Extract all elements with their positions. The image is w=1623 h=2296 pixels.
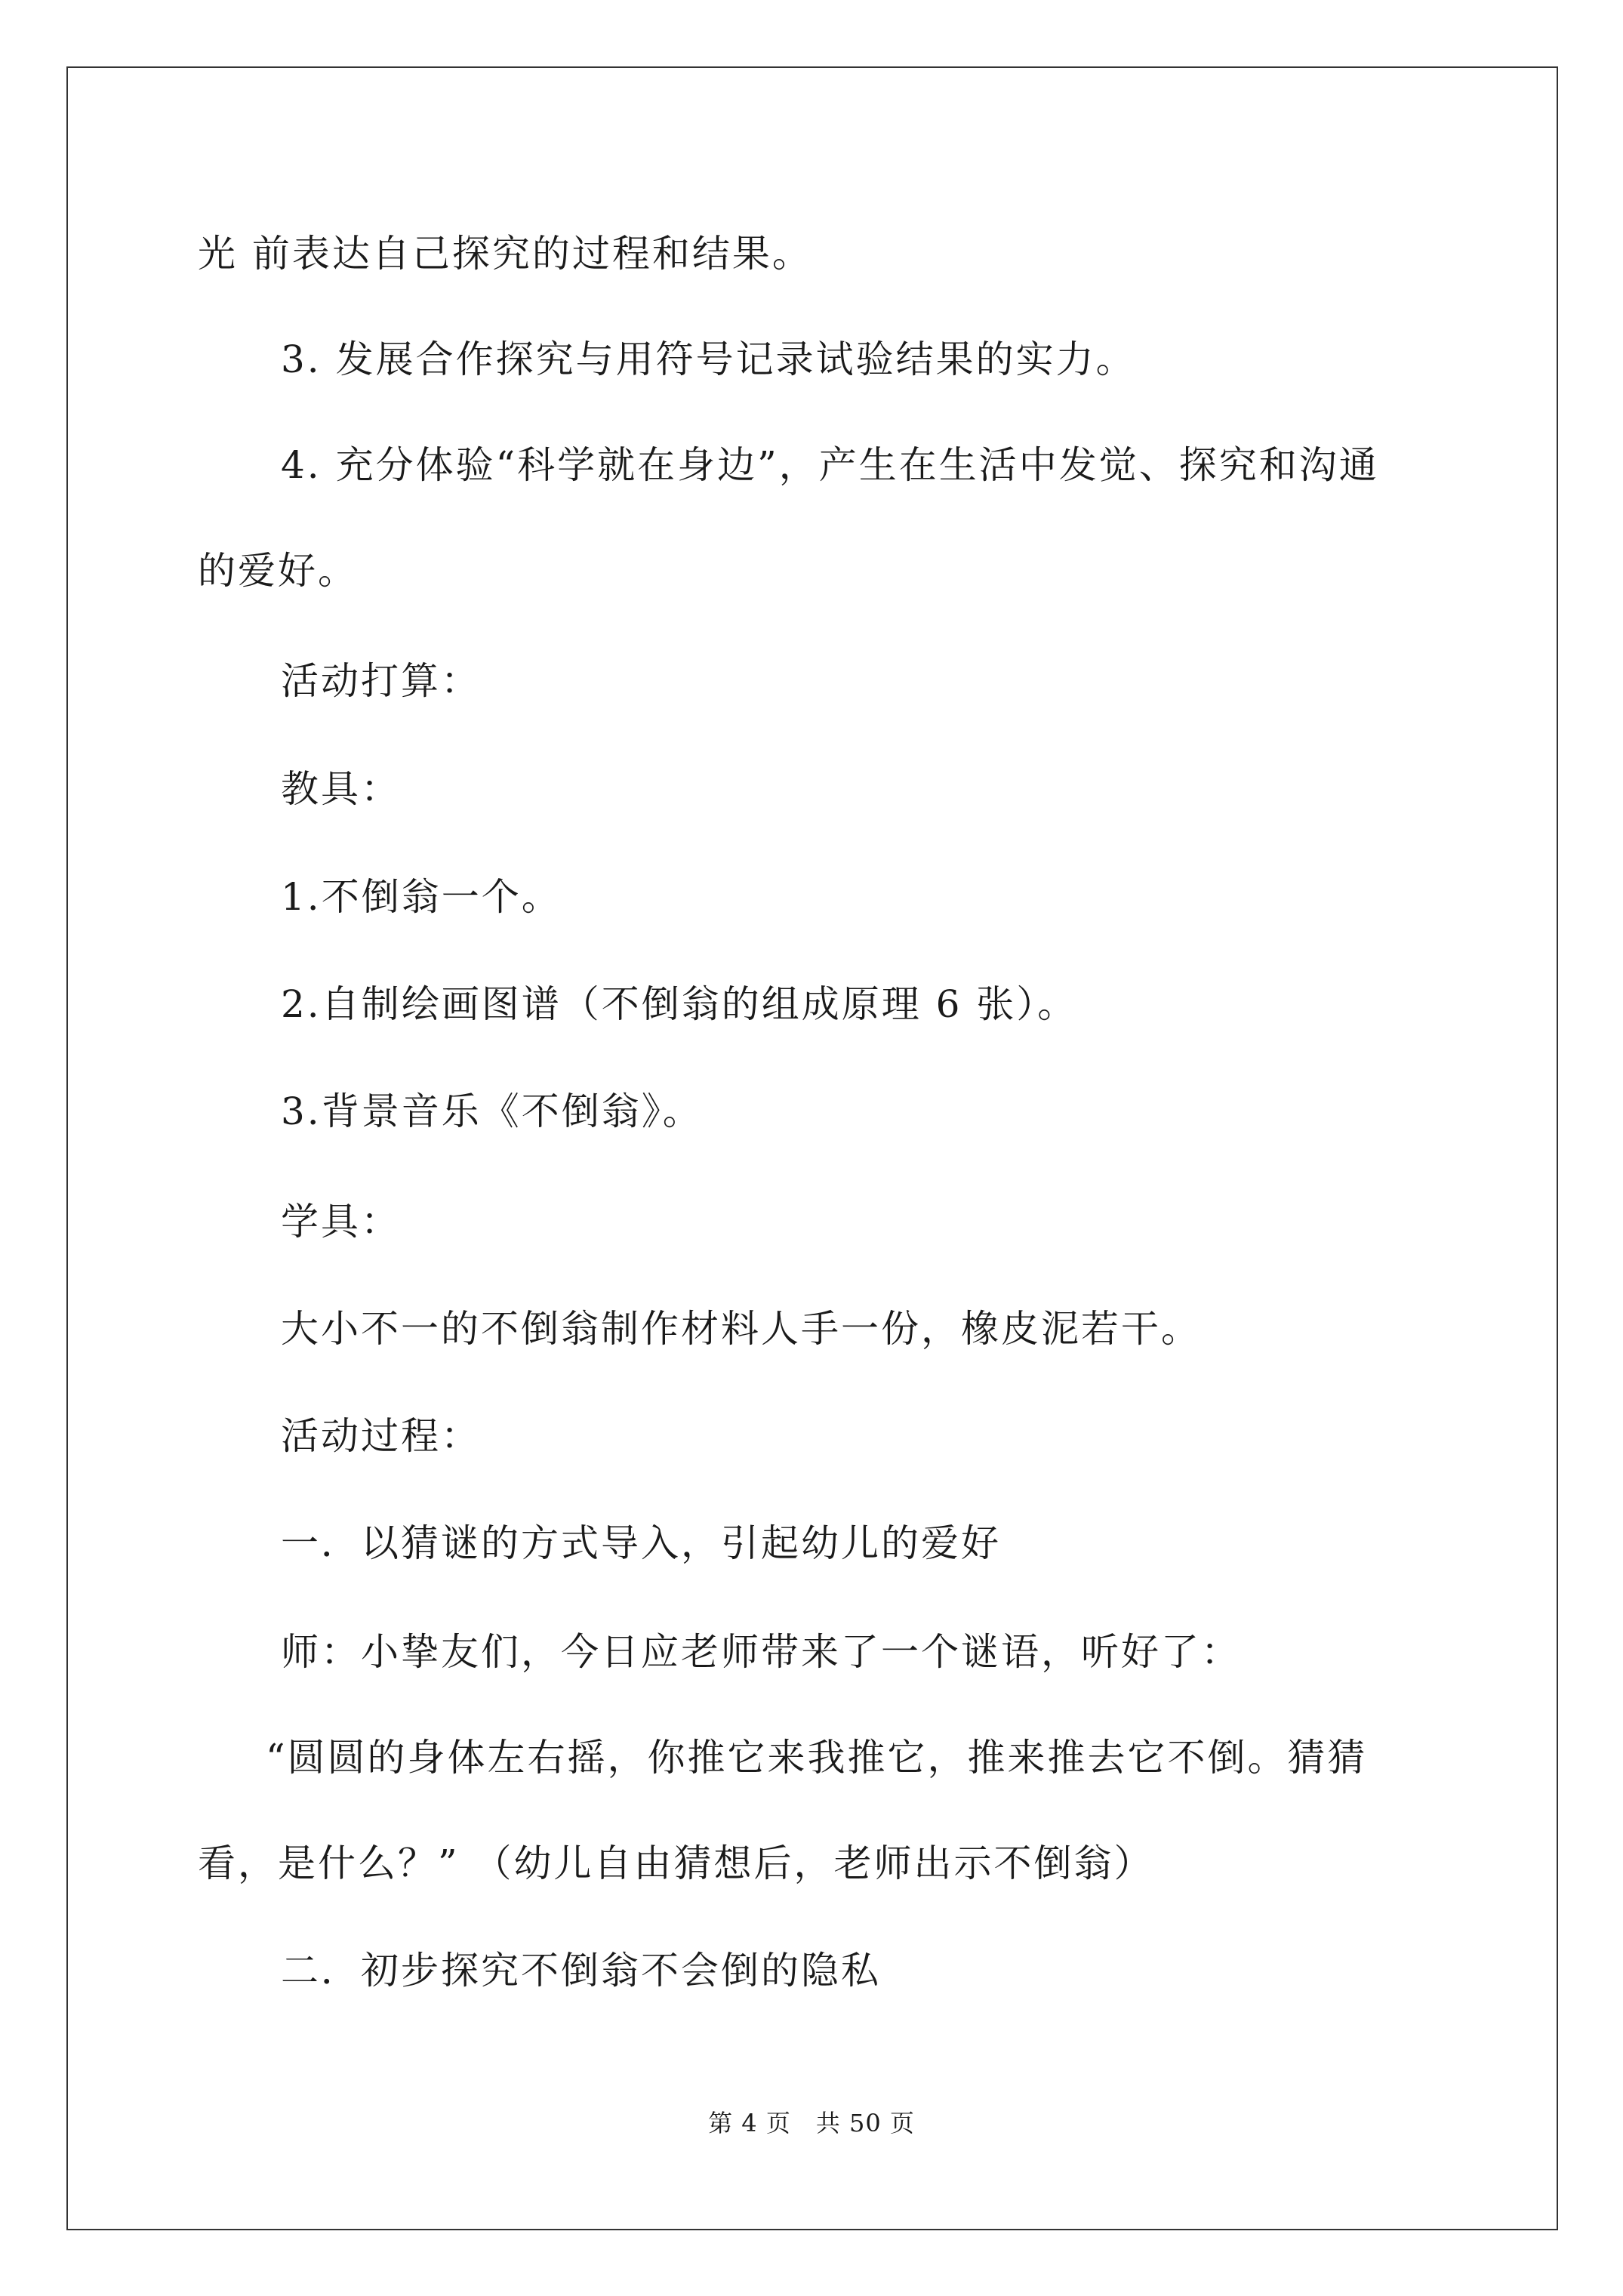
list-item: 1.不倒翁一个。 <box>281 875 562 919</box>
text-line: 大小不一的不倒翁制作材料人手一份，橡皮泥若干。 <box>281 1307 1201 1351</box>
section-heading: 一．以猜谜的方式导入，引起幼儿的爱好 <box>281 1521 1001 1565</box>
subsection-heading: 教具： <box>281 767 401 811</box>
section-heading: 活动打算： <box>281 659 481 703</box>
text-line: 师：小挚友们，今日应老师带来了一个谜语，听好了： <box>281 1630 1241 1674</box>
text-line: 看，是什么？” （幼儿自由猜想后，老师出示不倒翁） <box>198 1841 1154 1885</box>
page-border <box>66 66 1558 2230</box>
subsection-heading: 学具： <box>281 1200 401 1244</box>
text-line: 3. 发展合作探究与用符号记录试验结果的实力。 <box>281 337 1136 381</box>
section-heading: 活动过程： <box>281 1414 481 1458</box>
list-item: 3.背景音乐《不倒翁》。 <box>281 1089 703 1133</box>
text-line: 光 前表达自己探究的过程和结果。 <box>198 232 812 276</box>
page-footer: 第 4 页 共 50 页 <box>708 2109 915 2137</box>
text-line: “圆圆的身体左右摇，你推它来我推它，推来推去它不倒。猜猜 <box>266 1736 1368 1780</box>
list-item: 2.自制绘画图谱（不倒翁的组成原理 6 张）。 <box>281 982 1078 1026</box>
text-line: 4. 充分体验“科学就在身边”，产生在生活中发觉、探究和沟通 <box>281 443 1379 487</box>
text-line: 的爱好。 <box>198 549 358 593</box>
section-heading: 二．初步探究不倒翁不会倒的隐私 <box>281 1949 881 1992</box>
